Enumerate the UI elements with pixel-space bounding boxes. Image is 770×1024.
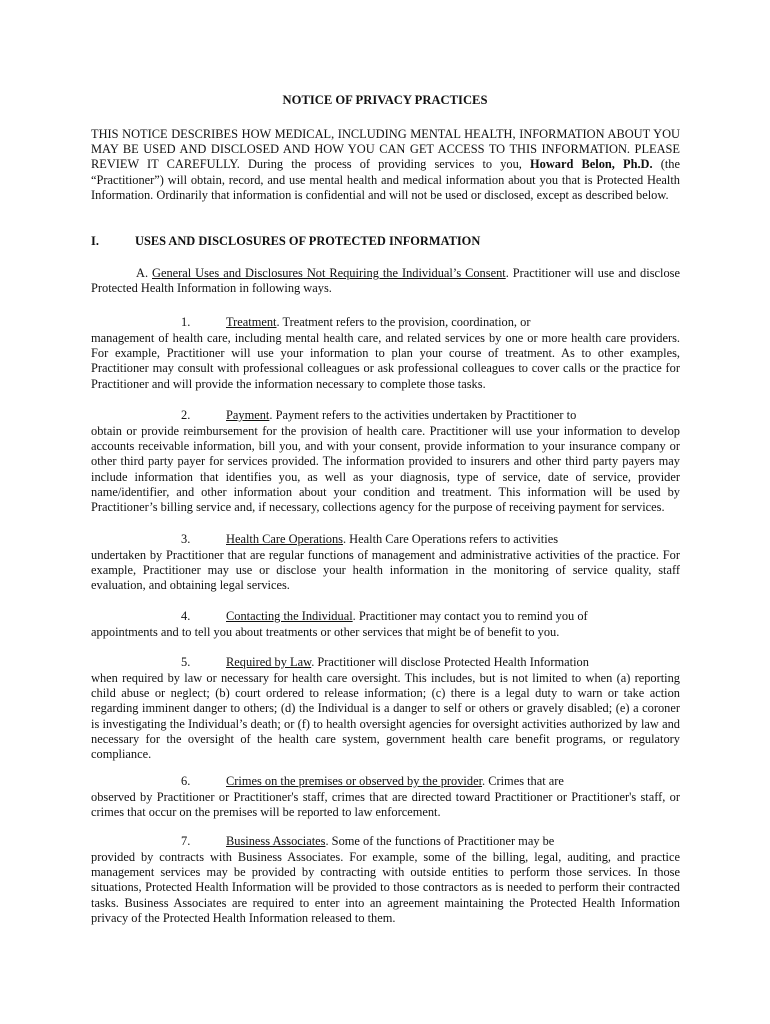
item-4-body: appointments and to tell you about treatments or other services that might be of benefit to you. [91,625,560,639]
subsection-a-label: A. [136,266,152,280]
section-title: USES AND DISCLOSURES OF PROTECTED INFORMATION [135,234,481,248]
item-6-heading [181,774,681,789]
section-number: I. [91,234,99,248]
item-lead: . Practitioner may contact you to remind you of [352,609,588,623]
item-title: Payment [226,408,270,422]
item-4-heading [181,609,681,624]
item-lead: . Crimes that are [482,774,564,788]
intro-paragraph [91,127,680,203]
item-2-body: obtain or provide reimbursement for the provision of health care. Practitioner will use your information to develop accounts receivable information, bill you, and with your consent, provide information to your insurance company or other third party payer for services provided. The information provided to insurers and other third party payers may include information that identifies you, as well as your diagnosis, type of service, date of service, provider name/identifier, and other information about your condition and treatment. This information will be used by Practitioner’s billing service and, if necessary, collections agency for the purpose of receiving payment for services. [91,424,680,515]
item-lead: . Practitioner will disclose Protected Health Information [311,655,589,669]
item-number: 5. [181,655,191,669]
item-number: 2. [181,408,191,422]
item-7-heading [181,834,681,849]
section-heading [91,234,680,249]
item-3-body: undertaken by Practitioner that are regular functions of management and administrative activities of the practice. For example, Practitioner may use or disclose your health information in the monitoring of service quality, staff evaluation, and obtaining legal services. [91,548,680,593]
subsection-a-text: . Practitioner will use and disclose Protected Health Information in following ways. [91,266,680,296]
item-5-heading [181,655,681,670]
practitioner-name: Howard Belon, Ph.D. [530,157,653,172]
item-number: 1. [181,315,191,329]
item-2-heading [181,408,681,423]
item-1-heading [181,315,681,330]
item-number: 4. [181,609,191,623]
item-lead: . Treatment refers to the provision, coordination, or [276,315,531,329]
item-lead: . Payment refers to the activities undertaken by Practitioner to [269,408,577,422]
item-lead: . Some of the functions of Practitioner may be [325,834,555,848]
item-title: Contacting the Individual [226,609,353,623]
page-title: NOTICE OF PRIVACY PRACTICES [282,93,488,107]
item-6-body: observed by Practitioner or Practitioner's staff, crimes that are directed toward Practitioner or Practitioner's staff, or crimes that occur on the premises will be reported to law enforcement. [91,790,680,820]
item-number: 6. [181,774,191,788]
item-3-heading [181,532,681,547]
item-number: 3. [181,532,191,546]
item-7-body: provided by contracts with Business Associates. For example, some of the billing, legal, auditing, and practice management services may be provided by contracting with outside entities to perform those services. In those situations, Protected Health Information will be provided to those contractors as is needed to perform their contracted tasks. Business Associates are required to enter into an agreement maintaining the Protected Health Information privacy of the Protected Health Information released to them. [91,850,680,925]
item-5-body: when required by law or necessary for health care oversight. This includes, but is not limited to when (a) reporting child abuse or neglect; (b) court ordered to release information; (c) there is a legal duty to warn or take action regarding imminent danger to others; (d) the Individual is a danger to self or others or gravely disabled; (e) a coroner is investigating the Individual’s death; or (f) to health oversight agencies for oversight activities authorized by law and necessary for the oversight of the health care system, government health care benefit programs, or regulatory compliance. [91,671,680,762]
subsection-a-title: General Uses and Disclosures Not Requiring the Individual’s Consent [152,266,506,280]
item-title: Treatment [226,315,277,329]
item-title: Required by Law [226,655,312,669]
intro-text-2: (the “Practitioner”) will obtain, record, and use mental health and medical information about you that is Protected Health Information. Ordinarily that information is confidential and will not be used or disclosed, except as described below. [91,157,680,202]
subsection-a [91,266,680,296]
item-1-body: management of health care, including mental health care, and related services by one or more health care providers. For example, Practitioner will use your information to plan your course of treatment. As to other examples, Practitioner may consult with professional colleagues or ask professional colleagues to cover calls or the practice for Practitioner and will provide the information necessary to complete those tasks. [91,331,680,391]
item-number: 7. [181,834,191,848]
item-title: Crimes on the premises or observed by the provider [226,774,483,788]
item-lead: . Health Care Operations refers to activities [342,532,559,546]
item-title: Health Care Operations [226,532,343,546]
item-title: Business Associates [226,834,326,848]
intro-text-1: THIS NOTICE DESCRIBES HOW MEDICAL, INCLUDING MENTAL HEALTH, INFORMATION ABOUT YOU MAY BE USED AND DISCLOSED AND HOW YOU CAN GET ACCESS TO THIS INFORMATION. PLEASE REVIEW IT CAREFULLY. During the process of providing services to you, [91,127,680,172]
